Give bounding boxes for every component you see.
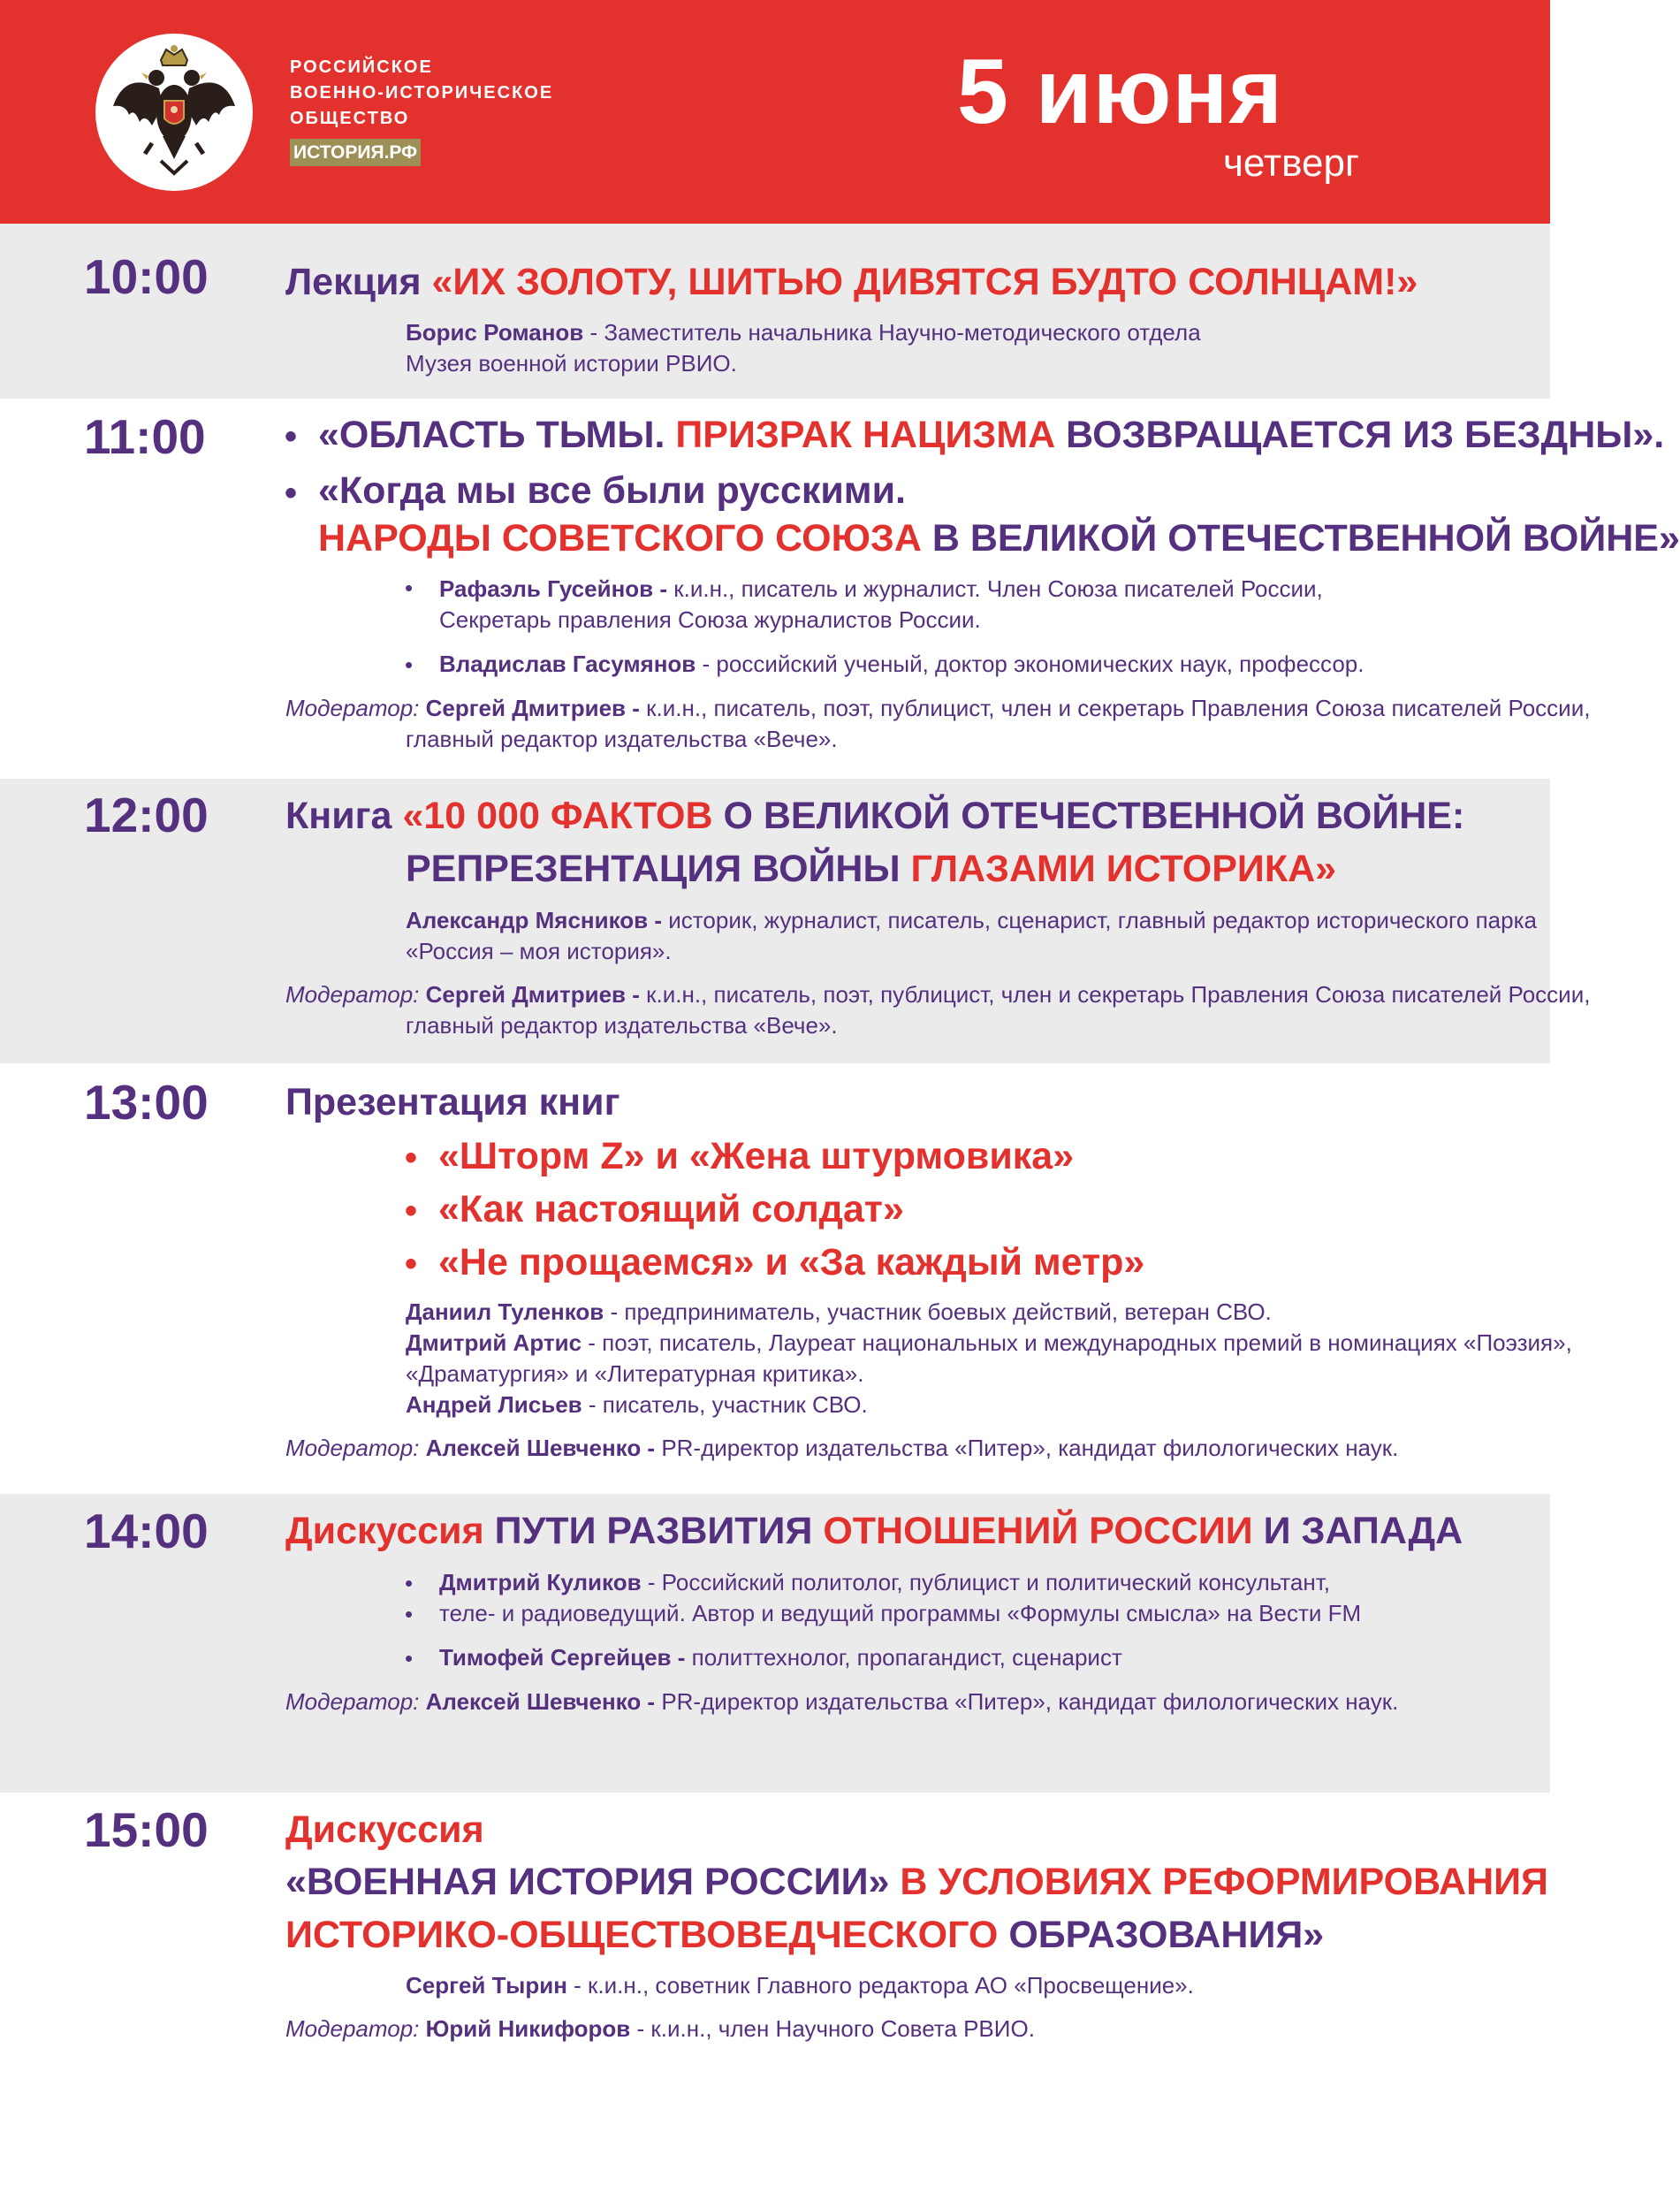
event-title — [285, 794, 1464, 838]
speaker-text: - российский ученый, доктор экономических наук, профессор. — [696, 651, 1365, 677]
speaker-line — [406, 936, 672, 967]
title-part: ПУТИ РАЗВИТИЯ — [494, 1510, 824, 1552]
moderator-name: Сергей Дмитриев - — [419, 695, 640, 721]
event-title: Дискуссия — [285, 1808, 484, 1851]
speaker-text: «Драматургия» и «Литературная критика». — [406, 1360, 864, 1387]
title-part: РЕПРЕЗЕНТАЦИЯ ВОЙНЫ — [406, 848, 911, 890]
double-headed-eagle-icon — [108, 44, 240, 180]
moderator-text: главный редактор издательства «Вече». — [406, 1012, 838, 1039]
speaker-line — [439, 1642, 1122, 1673]
speaker-text: историк, журналист, писатель, сценарист, главный редактор исторического парка — [662, 907, 1537, 933]
event-title — [285, 260, 1418, 304]
title-part: «ВОЕННАЯ ИСТОРИЯ РОССИИ» — [285, 1861, 901, 1903]
speaker-text: - поэт, писатель, Лауреат национальных и международных премий в номинациях «Поэзия», — [582, 1329, 1572, 1356]
title-part: ВОЗВРАЩАЕТСЯ ИЗ БЕЗДНЫ». — [1066, 414, 1665, 456]
moderator-line — [406, 1010, 838, 1041]
speaker-line — [439, 1567, 1330, 1598]
time-slot: 12:00 — [84, 788, 209, 842]
speaker-name: Владислав Гасумянов — [439, 651, 696, 677]
speaker-name: Даниил Туленков — [406, 1298, 604, 1325]
moderator-line — [285, 1433, 1398, 1464]
event-title — [318, 516, 1680, 560]
event-title: «Когда мы все были русскими. — [318, 469, 906, 512]
speaker-name: Андрей Лисьев — [406, 1391, 582, 1418]
moderator-line — [285, 1687, 1398, 1717]
org-name — [290, 55, 553, 166]
title-part: ИСТОРИКО-ОБЩЕСТВОВЕДЧЕСКОГО — [285, 1914, 1009, 1956]
title-part: В УСЛОВИЯХ РЕФОРМИРОВАНИЯ — [900, 1861, 1548, 1903]
bullet-icon: • — [405, 651, 414, 678]
speaker-text: - Российский политолог, публицист и политический консультант, — [641, 1569, 1330, 1595]
event-title — [285, 1860, 1548, 1904]
title-part: В ВЕЛИКОЙ ОТЕЧЕСТВЕННОЙ ВОЙНЕ» — [931, 517, 1680, 560]
org-site-badge: ИСТОРИЯ.РФ — [290, 139, 421, 166]
speaker-text: - предприниматель, участник боевых действий, ветеран СВО. — [604, 1298, 1272, 1325]
speaker-line — [406, 317, 1201, 348]
event-title — [318, 413, 1664, 457]
bullet-icon: • — [285, 417, 298, 456]
moderator-label: Модератор: — [285, 695, 420, 721]
event-title — [285, 1913, 1324, 1957]
moderator-text: - к.и.н., член Научного Совета РВИО. — [630, 2015, 1035, 2042]
speaker-name: Тимофей Сергейцев - — [439, 1644, 686, 1671]
moderator-label: Модератор: — [285, 1688, 420, 1715]
title-part: Лекция — [285, 261, 432, 303]
title-part: И ЗАПАДА — [1263, 1510, 1463, 1552]
speaker-line — [406, 1328, 1572, 1359]
speaker-line — [406, 1297, 1272, 1328]
title-part: «ИХ ЗОЛОТУ, ШИТЬЮ ДИВЯТСЯ БУДТО — [431, 261, 1189, 303]
speaker-name: Борис Романов — [406, 319, 584, 346]
title-part: Книга — [285, 795, 403, 837]
moderator-label: Модератор: — [285, 2015, 420, 2042]
moderator-line — [285, 2014, 1035, 2045]
title-part: О ВЕЛИКОЙ ОТЕЧЕСТВЕННОЙ ВОЙНЕ: — [723, 795, 1465, 837]
book-title: «Шторм Z» и «Жена штурмовика» — [438, 1135, 1075, 1177]
bullet-icon: • — [405, 1138, 418, 1177]
title-part: НАРОДЫ СОВЕТСКОГО СОЮЗА — [318, 517, 932, 560]
bullet-icon: • — [285, 474, 298, 513]
speaker-text: к.и.н., писатель и журналист. Член Союза писателей России, — [667, 575, 1323, 602]
book-title: «Как настоящий солдат» — [438, 1188, 904, 1230]
event-title: Презентация книг — [285, 1081, 620, 1123]
title-part: СОЛНЦАМ!» — [1188, 261, 1418, 303]
band-10 — [0, 224, 1550, 399]
org-name-line: РОССИЙСКОЕ — [290, 57, 433, 77]
header-banner — [0, 0, 1550, 224]
bullet-icon: • — [405, 1192, 418, 1230]
speaker-line — [406, 1390, 868, 1420]
speaker-name: Александр Мясников - — [406, 907, 663, 933]
bullet-icon: • — [405, 1601, 414, 1627]
speaker-line — [406, 905, 1537, 936]
book-title: «Не прощаемся» и «За каждый метр» — [438, 1241, 1145, 1283]
moderator-name: Юрий Никифоров — [419, 2015, 631, 2042]
speaker-name: Дмитрий Артис — [406, 1329, 582, 1356]
moderator-name: Алексей Шевченко - — [419, 1435, 656, 1461]
speaker-text: - к.и.н., советник Главного редактора АО «Просвещение». — [566, 1972, 1194, 1999]
title-part: Дискуссия — [285, 1510, 495, 1552]
speaker-text: - писатель, участник СВО. — [582, 1391, 868, 1418]
time-slot: 14:00 — [84, 1504, 209, 1558]
title-part: ОТНОШЕНИЙ РОССИИ — [823, 1510, 1264, 1552]
event-weekday: четверг — [1223, 141, 1359, 185]
moderator-text: PR-директор издательства «Питер», кандидат филологических наук. — [655, 1435, 1399, 1461]
moderator-line — [285, 693, 1590, 724]
speaker-text: теле- и радиоведущий. Автор и ведущий программы «Формулы смысла» на Вести FM — [439, 1600, 1362, 1626]
speaker-text: политтехнолог, пропагандист, сценарист — [685, 1644, 1122, 1671]
time-slot: 10:00 — [84, 249, 209, 304]
speaker-name: Сергей Тырин — [406, 1972, 567, 1999]
time-slot: 13:00 — [84, 1075, 209, 1130]
title-part: ПРИЗРАК НАЦИЗМА — [675, 414, 1067, 456]
speaker-text: Секретарь правления Союза журналистов России. — [439, 606, 981, 633]
speaker-name: Рафаэль Гусейнов - — [439, 575, 668, 602]
title-part: ОБРАЗОВАНИЯ» — [1008, 1914, 1325, 1956]
moderator-line — [285, 979, 1590, 1010]
moderator-label: Модератор: — [285, 981, 420, 1008]
time-slot: 11:00 — [84, 409, 206, 464]
org-name-line: ВОЕННО-ИСТОРИЧЕСКОЕ — [290, 83, 554, 103]
speaker-line — [439, 574, 1323, 605]
moderator-text: PR-директор издательства «Питер», кандидат филологических наук. — [655, 1688, 1399, 1715]
event-title — [285, 1509, 1463, 1553]
title-part: «10 000 ФАКТОВ — [402, 795, 724, 837]
bullet-icon: • — [405, 575, 414, 601]
bullet-icon: • — [405, 1645, 414, 1671]
moderator-line — [406, 724, 838, 755]
moderator-text: к.и.н., писатель, поэт, публицист, член и секретарь Правления Союза писателей России, — [639, 695, 1591, 721]
speaker-line — [406, 348, 737, 379]
moderator-label: Модератор: — [285, 1435, 420, 1461]
bullet-icon: • — [405, 1245, 418, 1283]
moderator-text: к.и.н., писатель, поэт, публицист, член и секретарь Правления Союза писателей России, — [639, 981, 1591, 1008]
event-date: 5 июня — [957, 41, 1283, 143]
speaker-line — [406, 1359, 863, 1390]
bullet-icon: • — [405, 1570, 414, 1596]
title-part: «ОБЛАСТЬ ТЬМЫ. — [318, 414, 676, 456]
speaker-line — [439, 1598, 1361, 1629]
speaker-text: Музея военной истории РВИО. — [406, 350, 737, 377]
org-name-line: ОБЩЕСТВО — [290, 109, 410, 128]
moderator-text: главный редактор издательства «Вече». — [406, 726, 838, 752]
rvio-logo — [95, 34, 253, 191]
speaker-name: Дмитрий Куликов — [439, 1569, 642, 1595]
speaker-line — [439, 605, 981, 636]
title-part: ГЛАЗАМИ ИСТОРИКА» — [910, 848, 1337, 890]
speaker-text: «Россия – моя история». — [406, 938, 672, 964]
speaker-text: - Заместитель начальника Научно-методического отдела — [583, 319, 1201, 346]
moderator-name: Сергей Дмитриев - — [419, 981, 640, 1008]
speaker-line — [439, 649, 1364, 680]
time-slot: 15:00 — [84, 1802, 209, 1857]
event-title — [406, 847, 1336, 891]
speaker-line — [406, 1970, 1194, 2001]
moderator-name: Алексей Шевченко - — [419, 1688, 656, 1715]
